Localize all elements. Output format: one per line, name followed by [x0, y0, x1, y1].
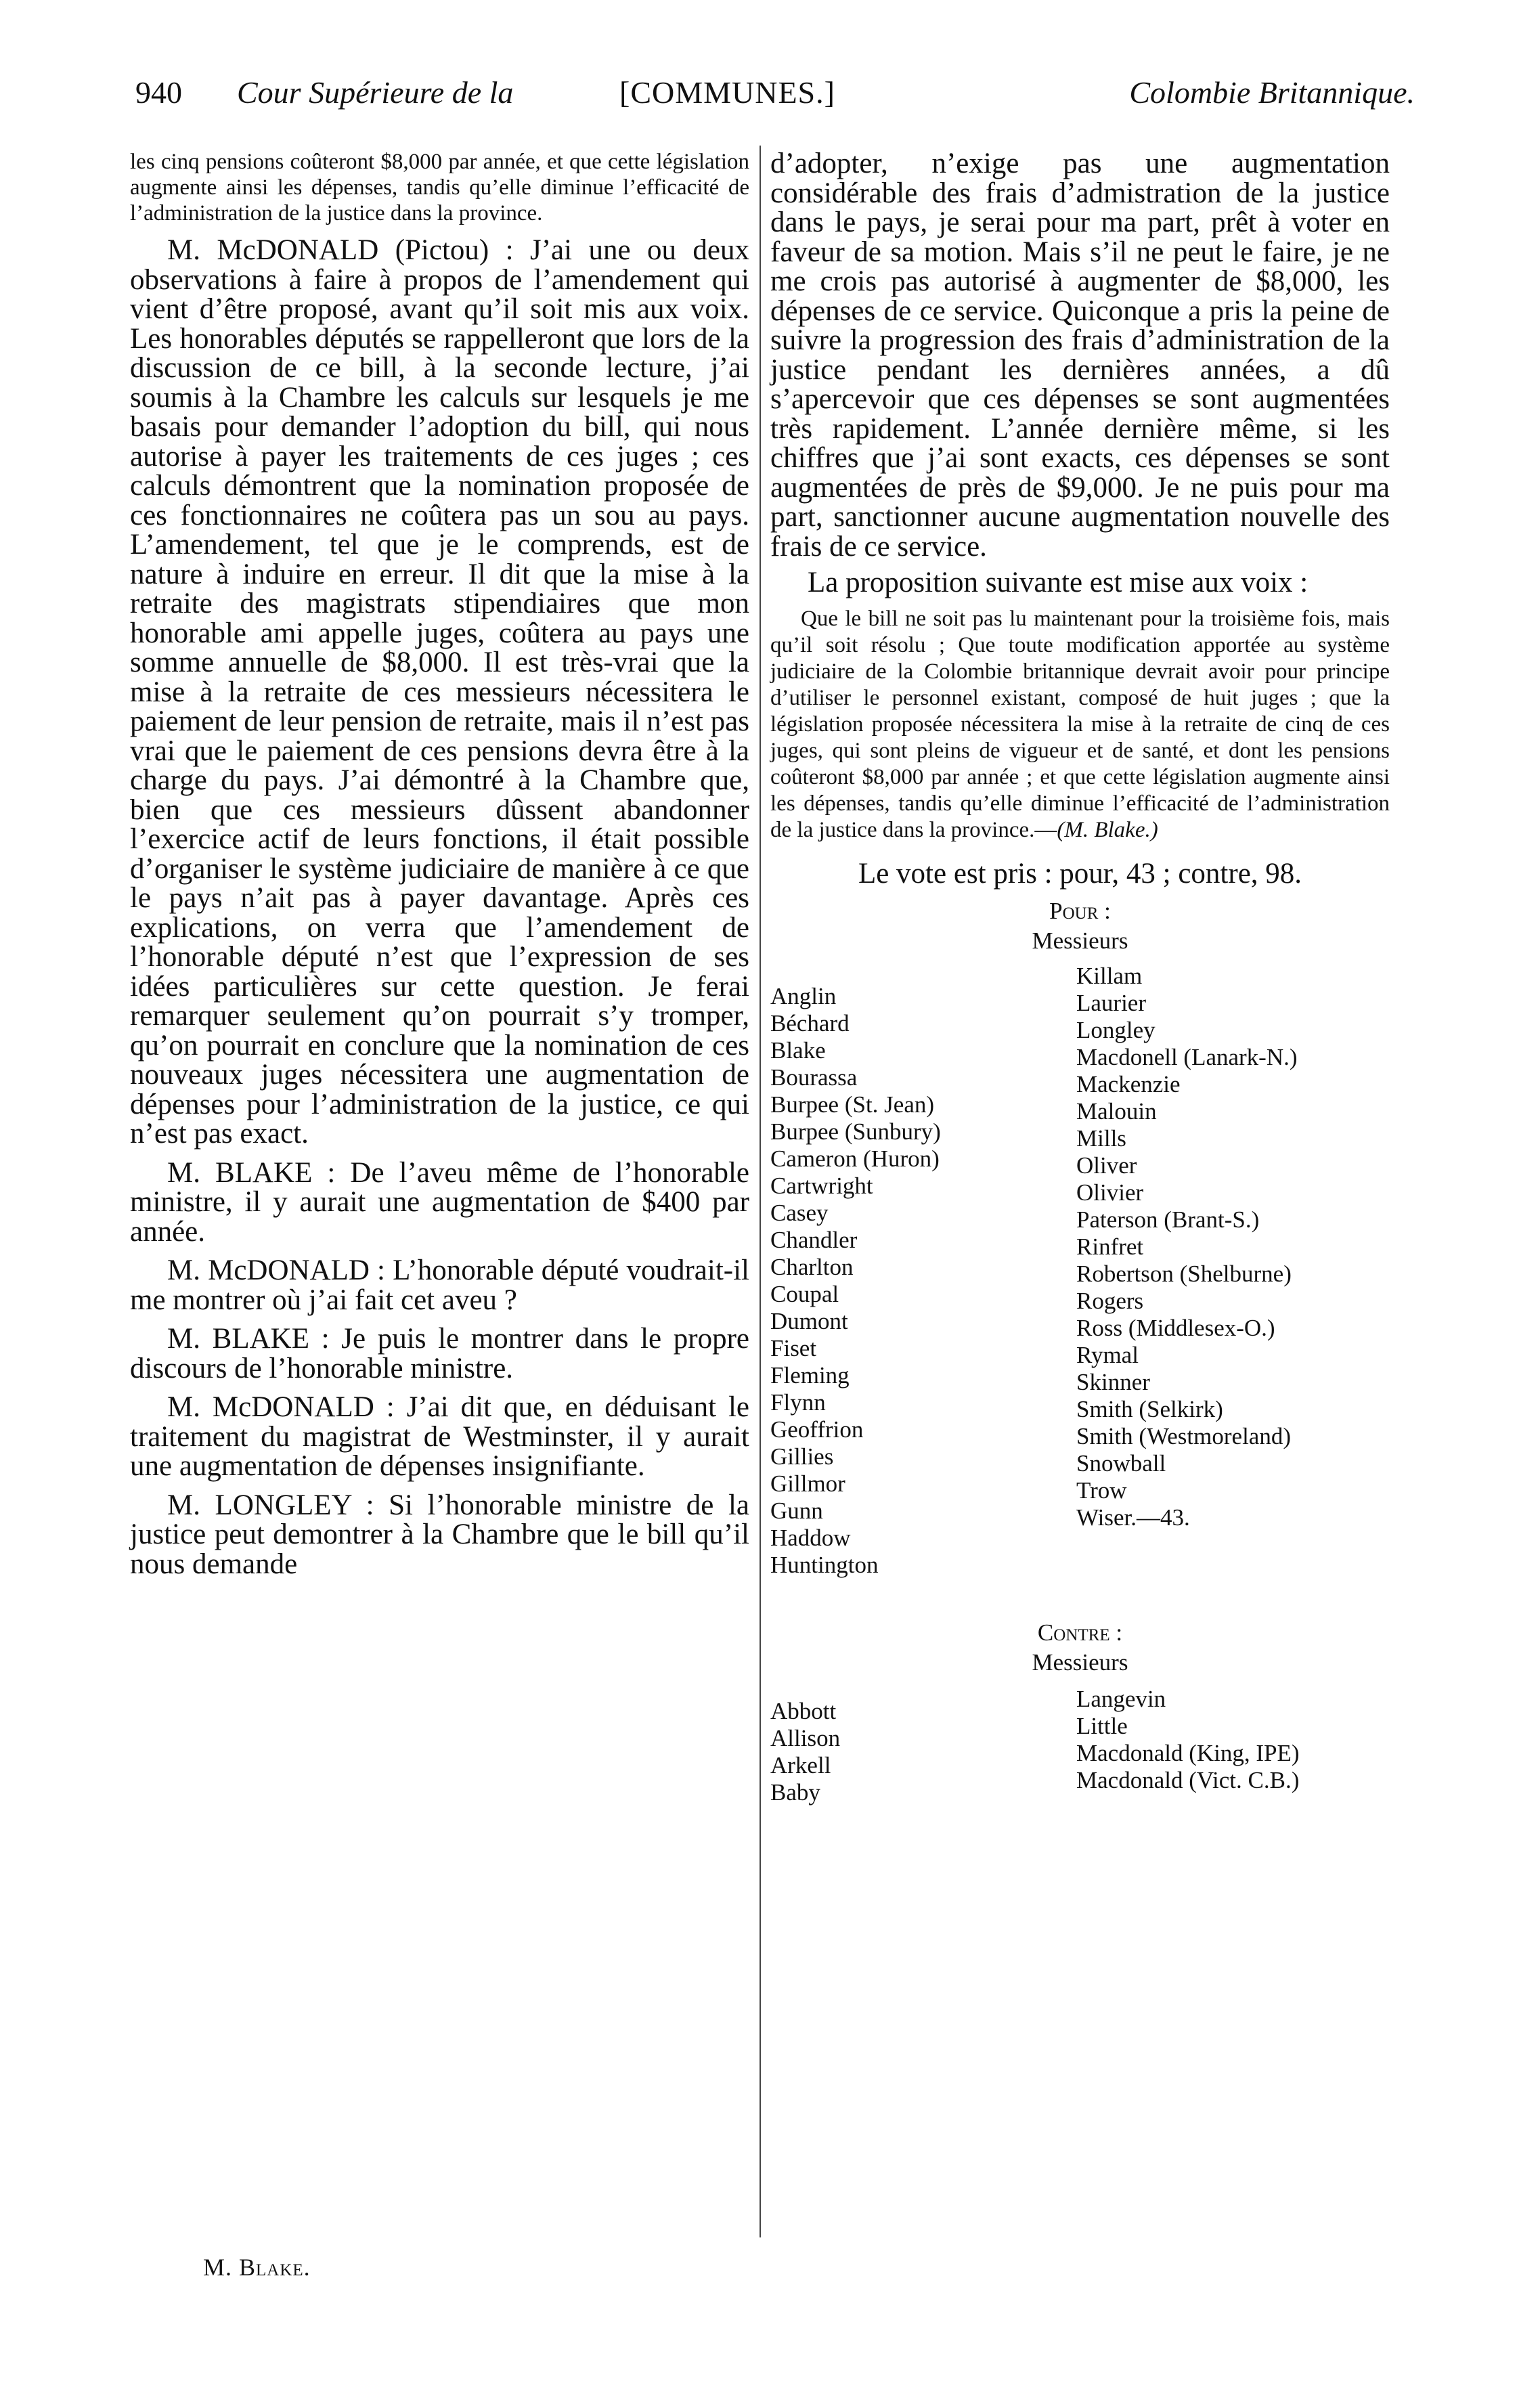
header-center-title: [COMMUNES.] — [619, 75, 835, 110]
right-column — [770, 149, 1390, 1808]
speech-paragraph — [130, 1256, 749, 1315]
member-name: Chandler — [770, 1226, 858, 1253]
member-name: Smith (Selkirk) — [1076, 1395, 1223, 1422]
member-name: Casey — [770, 1199, 829, 1226]
intro-paragraph: les cinq pensions coûteront $8,000 par année, et que cette législation augmente ainsi les dépenses, tandis qu’elle diminue l’efficacité de l’administration de la justice dans la province. — [130, 150, 749, 225]
member-name: Laurier — [1076, 989, 1146, 1016]
speech-paragraph — [130, 1324, 749, 1383]
speech-paragraph — [130, 1491, 749, 1579]
member-name: Baby — [770, 1778, 820, 1806]
contre-list — [770, 1686, 1390, 1808]
speaker-name: M. McDONALD — [167, 234, 379, 266]
continuation-paragraph: d’adopter, n’exige pas une augmentation considérable des frais d’admistration de la justice dans le pays, je serai pour ma part, prêt à voter en faveur de sa motion. Mais s’il ne peut le faire, je ne me crois pas autorisé à augmenter de $8,000, les dépenses de ce service. Quiconque a pris la peine de suivre la progression des frais d’administration de la justice pendant les dernières années, a dû s’apercevoir que ces dépenses se sont augmentées très rapidement. L’année dernière même, si les chiffres que j’ai sont exacts, ces dépenses se sont augmentées de près de $9,000. Je ne puis pour ma part, sanctionner aucune augmentation nouvelle des frais de ce service. — [770, 148, 1390, 563]
member-name: Malouin — [1076, 1097, 1157, 1124]
member-name: Killam — [1076, 962, 1143, 989]
member-name: Blake — [770, 1036, 826, 1064]
speech-text: : Je puis le montrer dans le propre discours de l’honorable ministre. — [130, 1323, 749, 1384]
member-name: Cartwright — [770, 1172, 873, 1199]
speech-text: : De l’aveu même de l’honorable ministre, il y aurait une augmentation de $400 par année. — [130, 1156, 749, 1248]
member-name: Burpee (St. Jean) — [770, 1091, 935, 1118]
member-name: Rinfret — [1076, 1233, 1144, 1260]
speech-text: : L’honorable député voudrait-il me montrer où j’ai fait cet aveu ? — [130, 1254, 749, 1316]
speaker-name: M. LONGLEY — [167, 1489, 351, 1521]
speaker-name: M. McDONALD — [167, 1391, 374, 1423]
vote-result: Le vote est pris : pour, 43 ; contre, 98. — [858, 857, 1302, 890]
motion-body: Que le bill ne soit pas lu maintenant pour la troisième fois, mais qu’il soit résolu ; Que toute modification apportée au système judiciaire de la Colombie britannique devrait avoir pour principe d’utiliser le personnel existant, composé de huit juges ; que la législation proposée nécessitera la mise à la retraite de cinq de ces juges, qui sont pleins de vigueur et de santé, et dont les pensions coûteront $8,000 par année ; et que cette législation augmente ainsi les dépenses, tandis qu’elle diminue l’efficacité de l’administration de la justice dans la province.— — [770, 606, 1390, 842]
contre-heading: Contre : — [1037, 1619, 1123, 1646]
member-name: Macdonald (King, IPE) — [1076, 1739, 1300, 1766]
member-name: Abbott — [770, 1697, 837, 1724]
member-name: Burpee (Sunbury) — [770, 1118, 941, 1145]
member-name: Dumont — [770, 1307, 848, 1334]
contre-list-col1 — [770, 1698, 1068, 1806]
member-name: Oliver — [1076, 1152, 1137, 1179]
pour-subheading: Messieurs — [1032, 927, 1128, 954]
member-name: Rymal — [1076, 1341, 1139, 1368]
member-name: Gillmor — [770, 1470, 845, 1497]
motion-text — [770, 606, 1390, 844]
member-name: Wiser.—43. — [1076, 1504, 1190, 1531]
speech-paragraph — [130, 236, 749, 1149]
member-name: Smith (Westmoreland) — [1076, 1422, 1291, 1449]
member-name: Snowball — [1076, 1449, 1166, 1477]
member-name: Huntington — [770, 1551, 879, 1578]
member-name: Olivier — [1076, 1179, 1144, 1206]
header-left-title: Cour Supérieure de la — [237, 75, 514, 110]
member-name: Anglin — [770, 982, 837, 1009]
member-name: Rogers — [1076, 1287, 1144, 1314]
member-name: Cameron (Huron) — [770, 1145, 940, 1172]
member-name: Ross (Middlesex-O.) — [1076, 1314, 1275, 1341]
running-header — [135, 74, 1415, 129]
member-name: Macdonell (Lanark-N.) — [1076, 1043, 1298, 1070]
speaker-name: M. BLAKE — [167, 1323, 309, 1355]
member-name: Allison — [770, 1724, 841, 1751]
proposition-intro: La proposition suivante est mise aux voix : — [808, 567, 1308, 598]
member-name: Mills — [1076, 1124, 1126, 1152]
header-right-title: Colombie Britannique. — [1129, 75, 1415, 110]
member-name: Langevin — [1076, 1685, 1166, 1712]
member-name: Coupal — [770, 1280, 839, 1307]
speech-text: (Pictou) : J’ai une ou deux observations à faire à propos de l’amendement qui vient d’être proposé, avant qu’il soit mis aux voix. Les honorables députés se rappelleront que lors de la discussion de ce bill, à la seconde lecture, j’ai soumis à la Chambre les calculs sur lesquels je me basais pour demander l’adoption du bill, qui nous autorise à payer les traitements de ces juges ; ces calculs démontrent que la nomination proposée de ces fonctionnaires ne coûtera pas un sou au pays. L’amendement, tel que je le comprends, est de nature à induire en erreur. Il dit que la mise à la retraite des magistrats stipendiaires que mon honorable ami appelle juges, coûtera au pays une somme annuelle de $8,000. Il est très-vrai que la mise à la retraite de ces messieurs nécessitera le paiement de leur pension de retraite, mais il n’est pas vrai que le paiement de ces pensions devra être à la charge du pays. J’ai démontré à la Chambre que, bien que ces messieurs dûssent abandonner l’exercice actif de leurs fonctions, il était possible d’organiser le système judiciaire de manière à ce que le pays n’ait pas à payer davantage. Après ces explications, on verra que l’amendement de l’honorable député n’est que l’expression de ses idées particulières sur cette question. Je ferai remarquer seulement qu’on pourrait s’y tromper, qu’on pourrait en conclure que la nomination de ces nouveaux juges nécessitera une augmentation de dépenses pour l’administration de la justice, ce qui n’est pas exact. — [130, 234, 749, 1150]
motion-author: (M. Blake.) — [1057, 817, 1158, 842]
member-name: Robertson (Shelburne) — [1076, 1260, 1292, 1287]
member-name: Fleming — [770, 1361, 850, 1389]
pour-list — [770, 963, 1390, 1599]
member-name: Fiset — [770, 1334, 817, 1361]
contre-subheading: Messieurs — [1032, 1648, 1128, 1676]
member-name: Arkell — [770, 1751, 831, 1778]
member-name: Geoffrion — [770, 1416, 864, 1443]
speaker-name: M. BLAKE — [167, 1156, 313, 1189]
contre-list-col2 — [1076, 1686, 1394, 1794]
pour-list-col2 — [1076, 963, 1394, 1531]
footer-signature: M. Blake. — [203, 2254, 311, 2281]
member-name: Charlton — [770, 1253, 854, 1280]
member-name: Trow — [1076, 1477, 1127, 1504]
member-name: Macdonald (Vict. C.B.) — [1076, 1766, 1300, 1793]
member-name: Flynn — [770, 1389, 826, 1416]
member-name: Little — [1076, 1712, 1128, 1739]
speech-paragraph — [130, 1393, 749, 1481]
member-name: Paterson (Brant-S.) — [1076, 1206, 1260, 1233]
member-name: Bourassa — [770, 1064, 858, 1091]
member-name: Haddow — [770, 1524, 851, 1551]
pour-heading: Pour : — [1049, 897, 1111, 924]
left-column — [130, 149, 749, 1579]
member-name: Gillies — [770, 1443, 834, 1470]
member-name: Gunn — [770, 1497, 823, 1524]
member-name: Longley — [1076, 1016, 1156, 1043]
speech-text: : J’ai dit que, en déduisant le traitement du magistrat de Westminster, il y aurait une augmentation de dépenses insignifiante. — [130, 1391, 749, 1482]
speaker-name: M. McDONALD — [167, 1254, 370, 1286]
member-name: Mackenzie — [1076, 1070, 1181, 1097]
column-divider — [760, 146, 761, 2237]
pour-list-col1 — [770, 983, 1068, 1579]
speech-paragraph — [130, 1158, 749, 1247]
member-name: Béchard — [770, 1009, 850, 1036]
speech-text: : Si l’honorable ministre de la justice peut demontrer à la Chambre que le bill qu’il nous demande — [130, 1489, 749, 1580]
member-name: Skinner — [1076, 1368, 1150, 1395]
page-number: 940 — [135, 75, 182, 110]
